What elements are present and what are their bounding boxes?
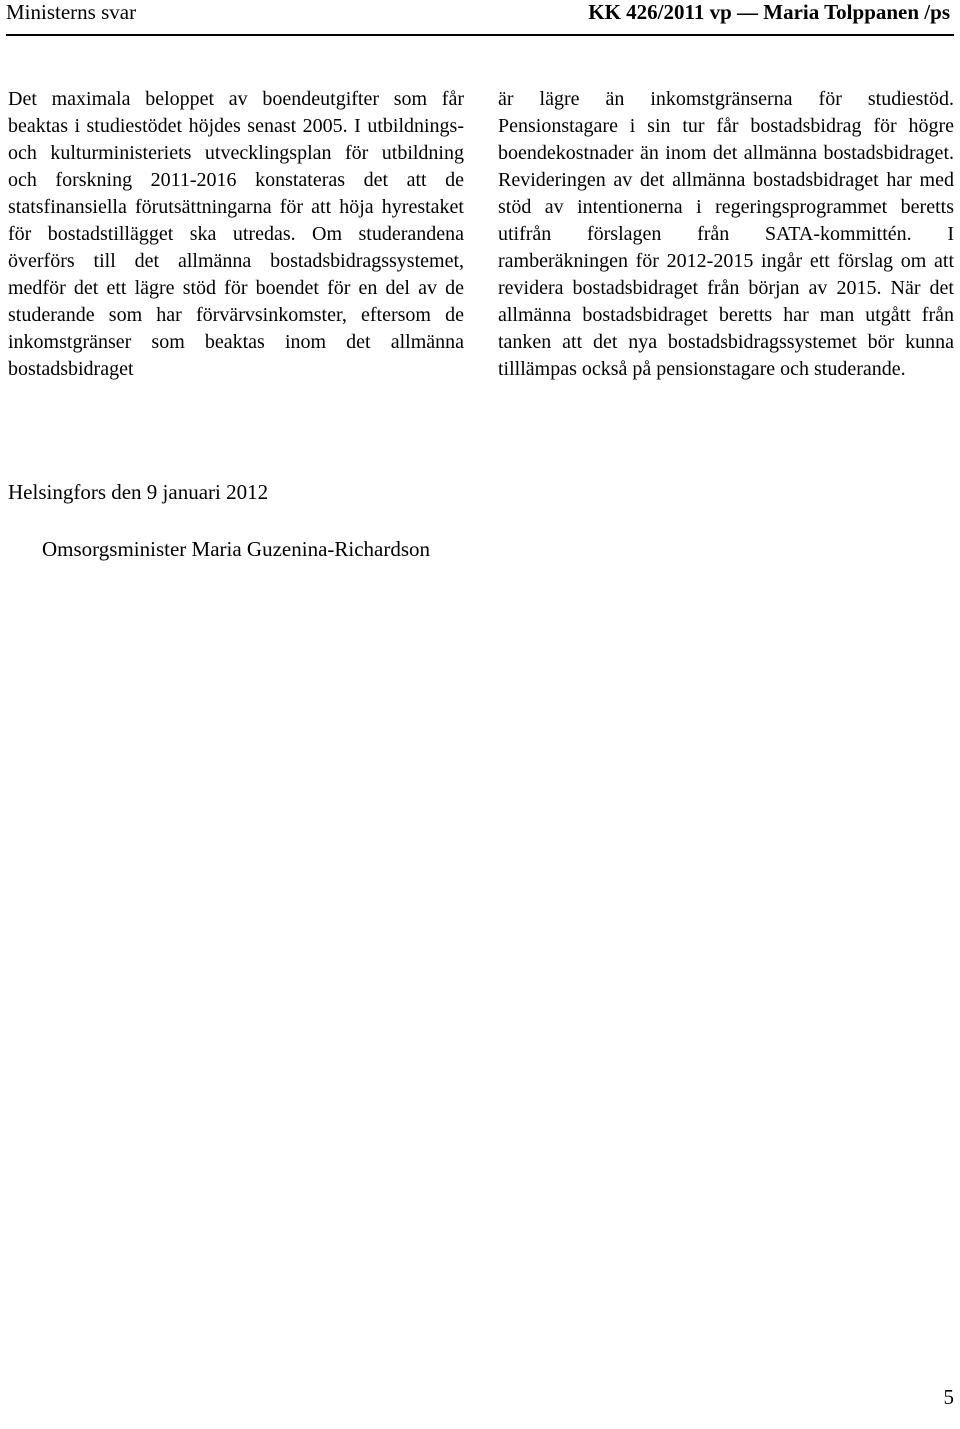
signoff-place-date: Helsingfors den 9 januari 2012 — [8, 480, 269, 504]
body-paragraph-right: är lägre än inkomstgränserna för studiestöd. Pensionstagare i sin tur får bostadsbidrag för högre boendekostnader än inom det allmänna bostadsbidraget. Revideringen av det allmänna bostadsbidraget har med stöd av intentionerna i regeringsprogrammet beretts utifrån förslagen från SATA-kommittén. I ramberäkningen för 2012-2015 ingår ett förslag om att revidera bostadsbidraget från början av 2015. När det allmänna bostadsbidraget beretts har man utgått från tanken att det nya bostadsbidragssystemet bör kunna tilllämpas också på pensionstagare och studerande. — [498, 88, 954, 380]
body-column-left — [8, 86, 464, 383]
body-column-right — [498, 86, 954, 383]
body-paragraph-left: Det maximala beloppet av boendeutgifter som får beaktas i studiestödet höjdes senast 2005. I utbildnings- och kulturministeriets utvecklingsplan för utbildning och forskning 2011-2016 konstateras det att de statsfinansiella förutsättningarna för att höja hyrestaket för bostadstillägget ska utredas. Om studerandena överförs till det allmänna bostadsbidragssystemet, medför det ett lägre stöd för boendet för en del av de studerande som har förvärvsinkomster, eftersom de inkomstgränser som beaktas inom det allmänna bostadsbidraget — [8, 88, 464, 380]
header-divider — [6, 34, 954, 36]
signoff-signatory: Omsorgsminister Maria Guzenina-Richardson — [42, 537, 431, 561]
header-document-reference: KK 426/2011 vp — Maria Tolppanen /ps — [588, 0, 950, 24]
page-header — [0, 0, 960, 28]
page-number: 5 — [943, 1385, 954, 1409]
header-section-title: Ministerns svar — [6, 0, 137, 24]
